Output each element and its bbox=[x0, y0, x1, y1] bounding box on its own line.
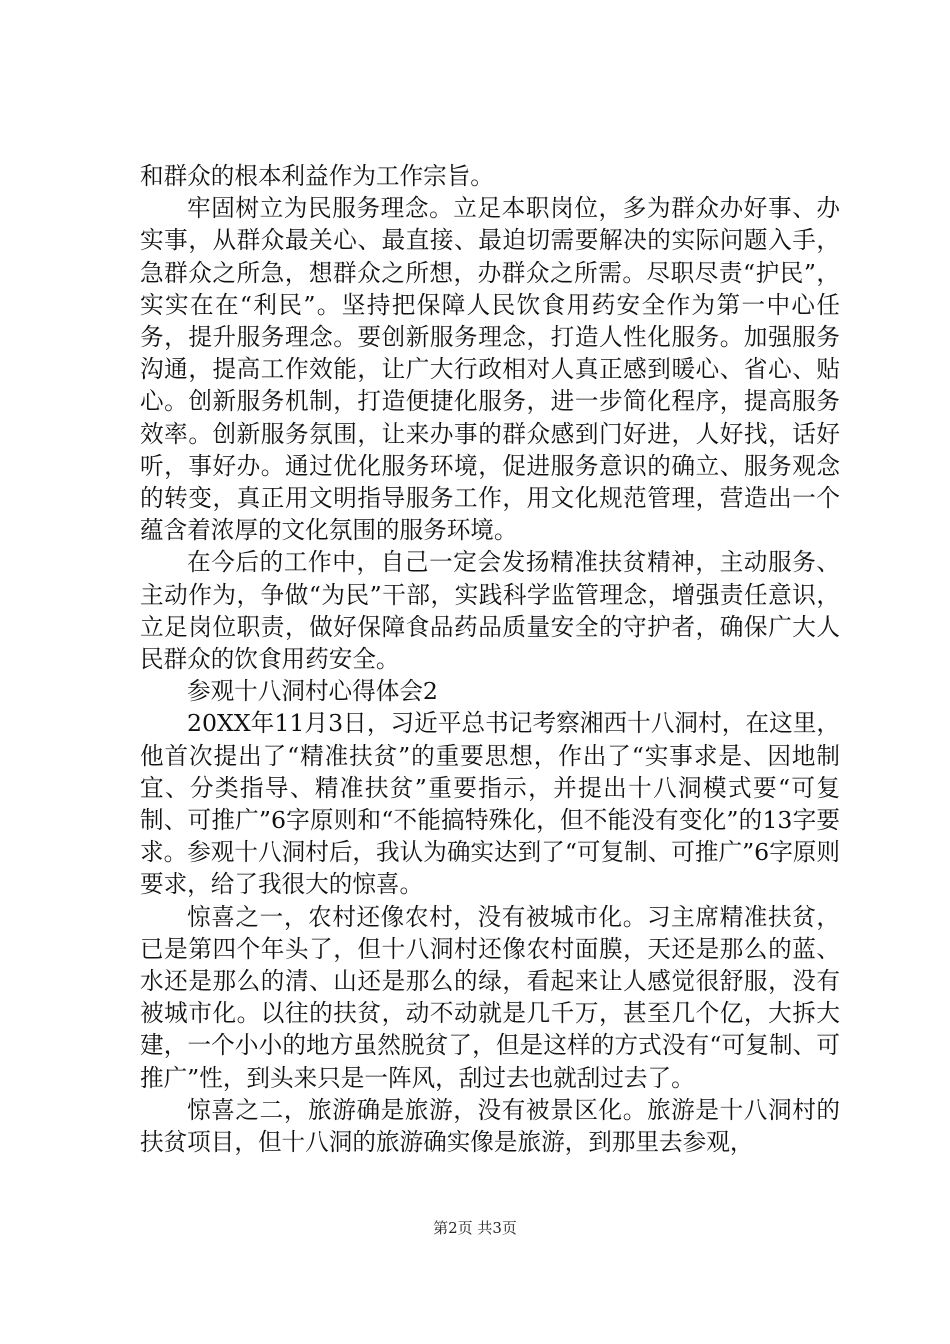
page-number-footer: 第2页 共3页 bbox=[433, 1219, 517, 1237]
document-body bbox=[140, 160, 840, 1158]
paragraph-intro-visit: 20XX年11月3日，习近平总书记考察湘西十八洞村，在这里，他首次提出了“精准扶贫”的重要思想，作出了“实事求是、因地制宜、分类指导、精准扶贫”重要指示，并提出十八洞模式要“可复制、可推广”6字原则和“不能搞特殊化，但不能没有变化”的13字要求。参观十八洞村后，我认为确实达到了“可复制、可推广”6字原则要求，给了我很大的惊喜。 bbox=[140, 709, 840, 899]
paragraph-surprise-one: 惊喜之一，农村还像农村，没有被城市化。习主席精准扶贫，已是第四个年头了，但十八洞村还像农村面膜，天还是那么的蓝、水还是那么的清、山还是那么的绿，看起来让人感觉很舒服，没有被城市化。以往的扶贫，动不动就是几千万，甚至几个亿，大拆大建，一个小小的地方虽然脱贫了，但是这样的方式没有“可复制、可推广”性，到头来只是一阵风，刮过去也就刮过去了。 bbox=[140, 902, 840, 1092]
paragraph-future-work: 在今后的工作中，自己一定会发扬精准扶贫精神，主动服务、主动作为，争做“为民”干部，实践科学监管理念，增强责任意识，立足岗位职责，做好保障食品药品质量安全的守护者，确保广大人民群众的饮食用药安全。 bbox=[140, 548, 840, 674]
paragraph-service-concept: 牢固树立为民服务理念。立足本职岗位，多为群众办好事、办实事，从群众最关心、最直接、最迫切需要解决的实际问题入手，急群众之所急，想群众之所想，办群众之所需。尽职尽责“护民”，实实在在“利民”。坚持把保障人民饮食用药安全作为第一中心任务，提升服务理念。要创新服务理念，打造人性化服务。加强服务沟通，提高工作效能，让广大行政相对人真正感到暖心、省心、贴心。创新服务机制，打造便捷化服务，进一步简化程序，提高服务效率。创新服务氛围，让来办事的群众感到门好进，人好找，话好听，事好办。通过优化服务环境，促进服务意识的确立、服务观念的转变，真正用文明指导服务工作，用文化规范管理，营造出一个蕴含着浓厚的文化氛围的服务环境。 bbox=[140, 194, 840, 545]
section-heading: 参观十八洞村心得体会2 bbox=[187, 677, 438, 706]
paragraph-surprise-two: 惊喜之二，旅游确是旅游，没有被景区化。旅游是十八洞村的扶贫项目，但十八洞的旅游确实像是旅游，到那里去参观， bbox=[140, 1095, 840, 1157]
paragraph-continuation: 和群众的根本利益作为工作宗旨。 bbox=[140, 162, 494, 190]
